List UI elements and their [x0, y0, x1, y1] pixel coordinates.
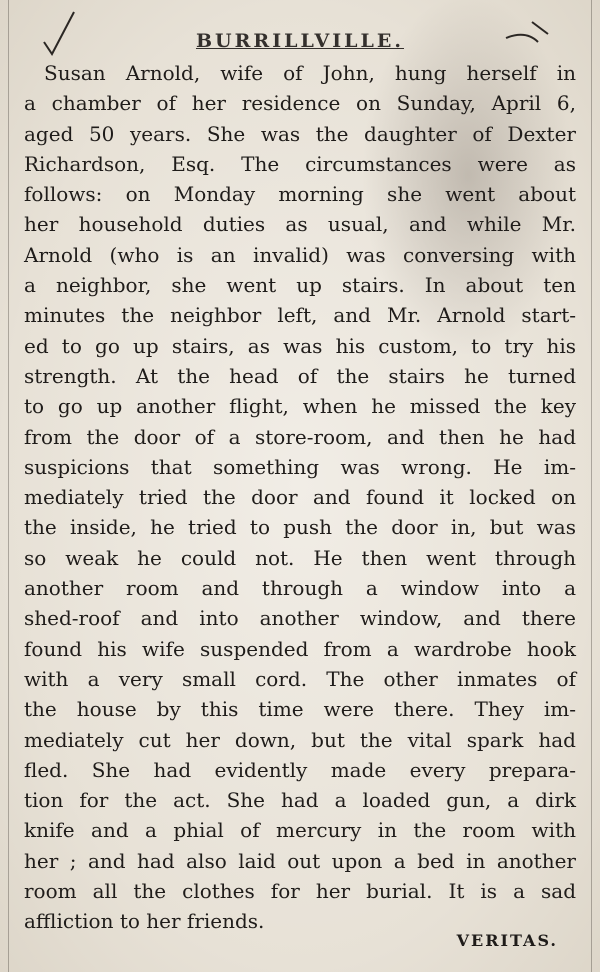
article-line: Arnold (who is an invalid) was conversing with [24, 242, 576, 267]
author-signature: VERITAS. [456, 931, 558, 950]
article-line: another room and through a window into a [24, 576, 576, 601]
article-body [24, 58, 576, 937]
headline: BURRILLVILLE. [195, 30, 404, 52]
article-line: strength. At the head of the stairs he turned [24, 363, 576, 388]
article-line: found his wife suspended from a wardrobe hook [24, 636, 576, 661]
column-rule-right [591, 0, 592, 972]
article-line: from the door of a store-room, and then he had [24, 424, 576, 449]
article-line: mediately tried the door and found it locked on [24, 485, 576, 510]
article-line: fled. She had evidently made every prepara- [24, 757, 576, 782]
article-line: shed-roof and into another window, and there [24, 606, 576, 631]
article-line: so weak he could not. He then went through [24, 545, 576, 570]
article-line: the inside, he tried to push the door in, but was [24, 515, 576, 540]
article-line: room all the clothes for her burial. It is a sad [24, 879, 576, 904]
article-line: Richardson, Esq. The circumstances were as [24, 151, 576, 176]
article-line: the house by this time were there. They im- [24, 697, 576, 722]
article-line: a chamber of her residence on Sunday, April 6, [24, 91, 576, 116]
article-line: suspicions that something was wrong. He im- [24, 454, 576, 479]
article-line: follows: on Monday morning she went about [24, 182, 576, 207]
article-line: ed to go up stairs, as was his custom, to try his [24, 333, 576, 358]
article-line: minutes the neighbor left, and Mr. Arnold start- [24, 303, 576, 328]
article-line: her ; and had also laid out upon a bed in another [24, 848, 576, 873]
article-line: tion for the act. She had a loaded gun, a dirk [24, 788, 576, 813]
article-line: with a very small cord. The other inmates of [24, 666, 576, 691]
article-line: affliction to her friends. [24, 909, 265, 934]
article-line: mediately cut her down, but the vital spark had [24, 727, 576, 752]
article-line: aged 50 years. She was the daughter of Dexter [24, 121, 576, 146]
article-line: to go up another flight, when he missed the key [24, 394, 576, 419]
article-line: her household duties as usual, and while Mr. [24, 212, 576, 237]
column-rule-left [8, 0, 9, 972]
article-line: knife and a phial of mercury in the room with [24, 818, 576, 843]
article-line: Susan Arnold, wife of John, hung herself in [44, 61, 576, 85]
article-line: a neighbor, she went up stairs. In about ten [24, 273, 576, 298]
